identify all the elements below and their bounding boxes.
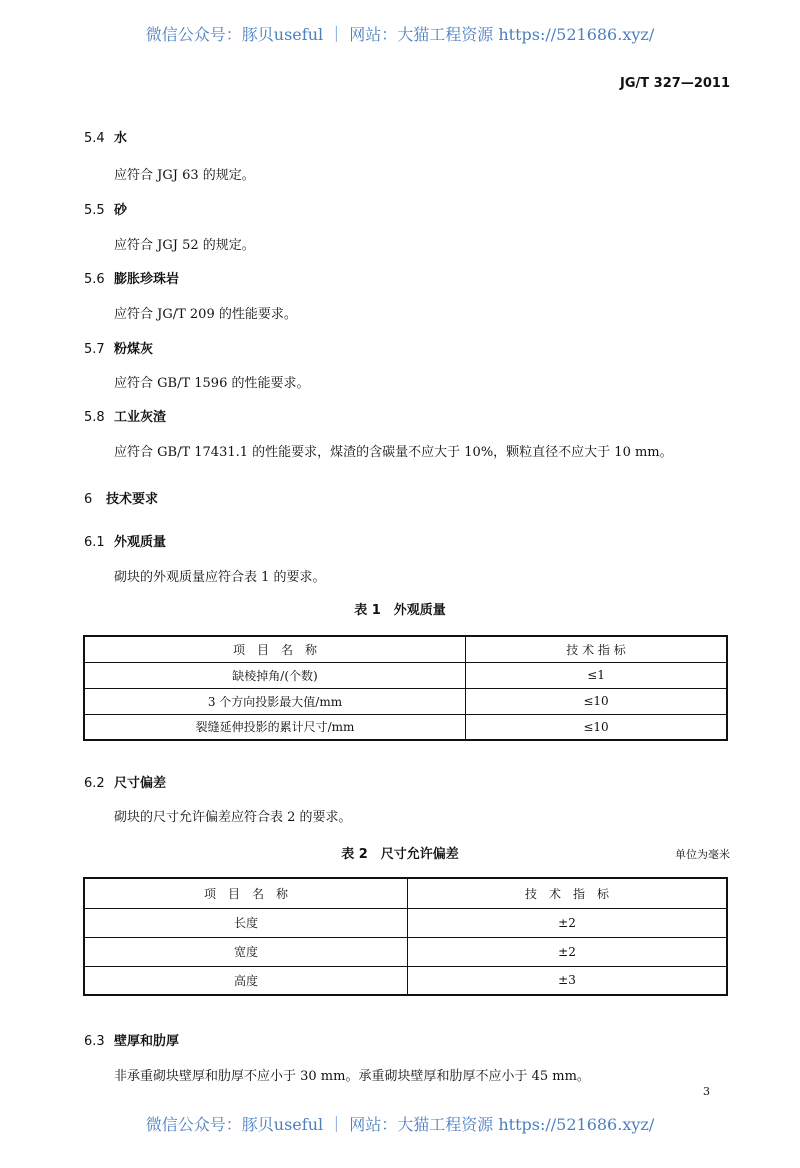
table-row: 长度 ±2 [84, 908, 727, 937]
standard-code: JG/T 327—2011 [620, 76, 730, 91]
table-row: 缺棱掉角/(个数) ≤1 [84, 662, 727, 688]
section-heading: 5.5 砂 [84, 203, 128, 218]
section-heading: 5.7 粉煤灰 [84, 342, 154, 357]
table1-caption: 表 1 外观质量 [354, 603, 446, 618]
table-row: 高度 ±3 [84, 966, 727, 995]
section-text: 砌块的尺寸允许偏差应符合表 2 的要求。 [114, 810, 352, 825]
section-heading: 5.8 工业灰渣 [84, 410, 167, 425]
section-text: 砌块的外观质量应符合表 1 的要求。 [114, 570, 326, 585]
section-text: 应符合 JG/T 209 的性能要求。 [114, 307, 297, 322]
page-number: 3 [703, 1085, 710, 1098]
section-text: 应符合 GB/T 1596 的性能要求。 [114, 376, 310, 391]
table-row: 裂缝延伸投影的累计尺寸/mm ≤10 [84, 714, 727, 740]
table1 [83, 635, 728, 741]
table-row: 宽度 ±2 [84, 937, 727, 966]
table-row: 3 个方向投影最大值/mm ≤10 [84, 688, 727, 714]
table2-caption: 表 2 尺寸允许偏差 [341, 847, 459, 862]
section-heading: 6.1 外观质量 [84, 535, 167, 550]
section-heading: 6.3 壁厚和肋厚 [84, 1034, 180, 1049]
section-heading: 5.4 水 [84, 131, 128, 146]
table-header-row: 项 目 名 称 技 术 指 标 [84, 878, 727, 908]
section-text: 应符合 GB/T 17431.1 的性能要求，煤渣的含碳量不应大于 10%，颗粒直径不应大于 10 mm。 [114, 445, 673, 460]
section-text: 应符合 JGJ 52 的规定。 [114, 238, 255, 253]
watermark-top: 微信公众号：豚贝useful ｜ 网站：大猫工程资源 https://521686.xyz/ [145, 25, 655, 44]
watermark-bottom: 微信公众号：豚贝useful ｜ 网站：大猫工程资源 https://521686.xyz/ [145, 1115, 655, 1134]
section-text: 应符合 JGJ 63 的规定。 [114, 168, 255, 183]
table-header-row: 项 目 名 称 技 术 指 标 [84, 636, 727, 662]
section-heading: 6.2 尺寸偏差 [84, 776, 167, 791]
table2 [83, 877, 728, 996]
chapter-heading: 6 技术要求 [84, 492, 159, 507]
section-heading: 5.6 膨胀珍珠岩 [84, 272, 180, 287]
section-text: 非承重砌块壁厚和肋厚不应小于 30 mm。承重砌块壁厚和肋厚不应小于 45 mm。 [114, 1069, 590, 1084]
table2-unit: 单位为毫米 [675, 848, 730, 861]
